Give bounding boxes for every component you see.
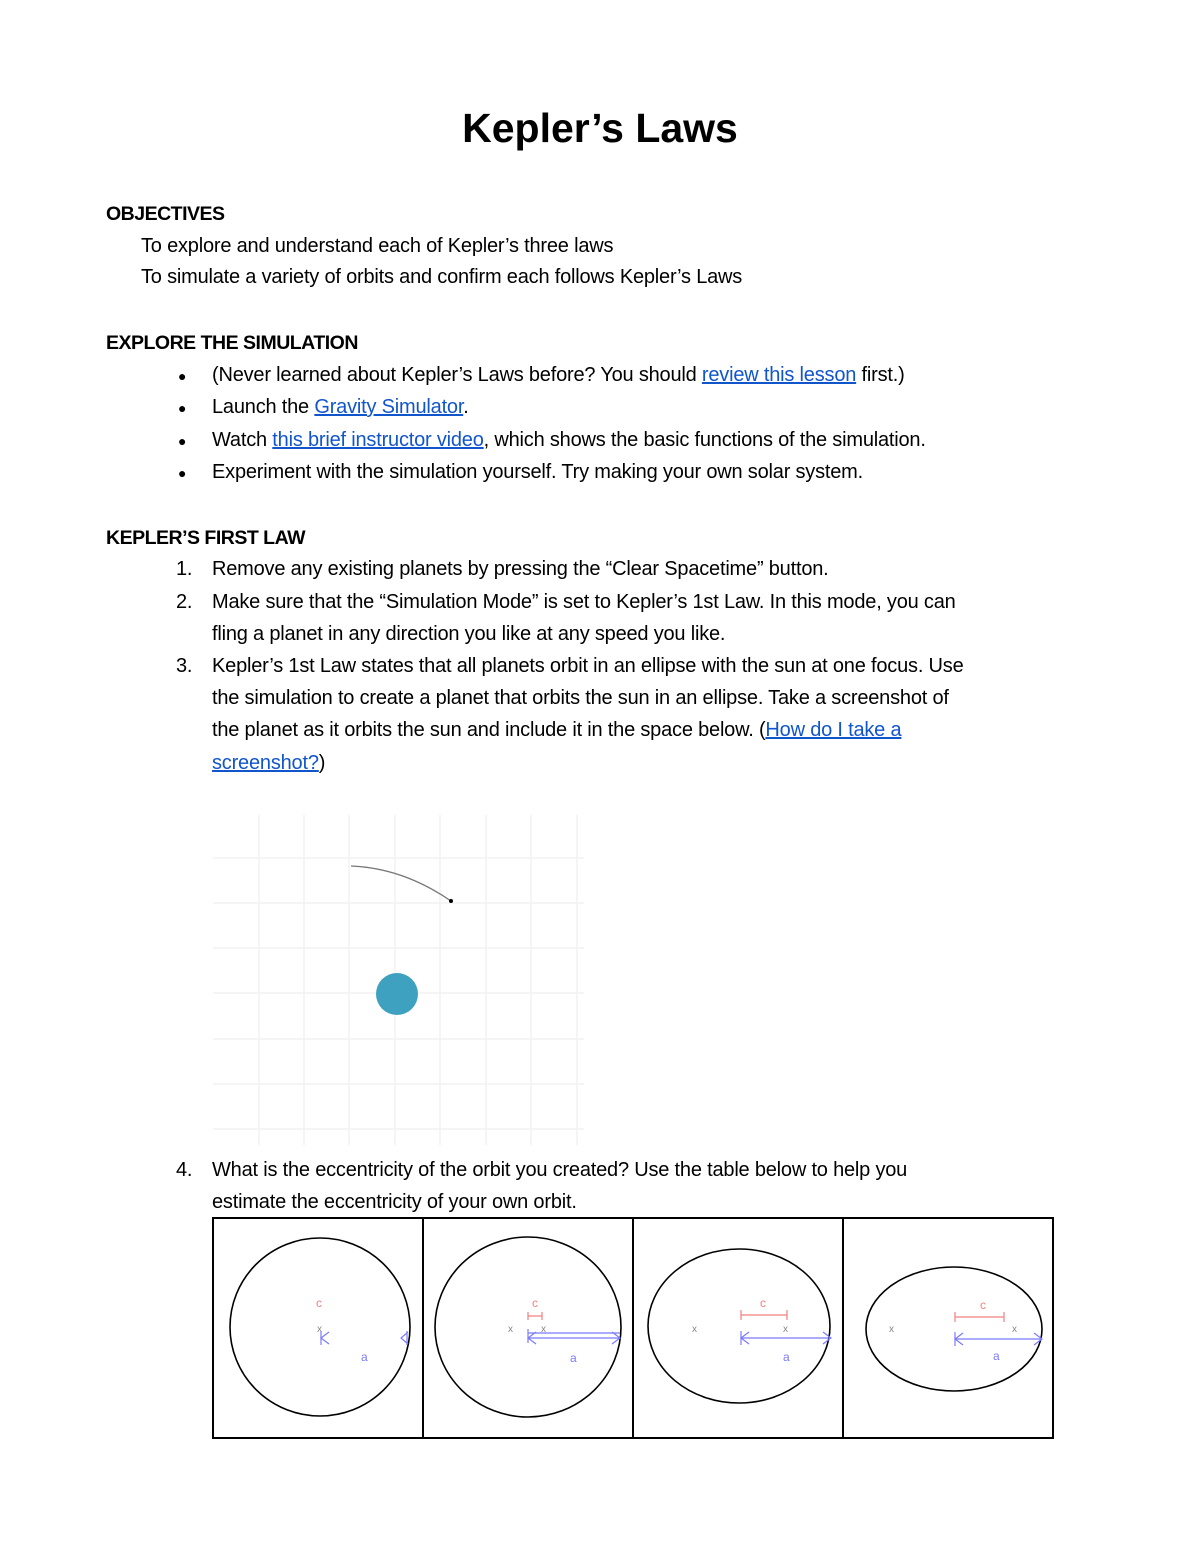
ellipse-cell	[633, 1218, 843, 1438]
text: (Never learned about Kepler’s Laws before? You should	[212, 364, 702, 386]
screenshot-help-link[interactable]: screenshot?	[212, 752, 319, 774]
text: )	[318, 752, 326, 774]
focus-mark: x	[508, 1324, 513, 1335]
bullet-item: Experiment with the simulation yourself. Try making your own solar system.	[212, 461, 864, 483]
step-text: Make sure that the “Simulation Mode” is set to Kepler’s 1st Law. In this mode, you can	[212, 591, 956, 613]
ellipse-diagram	[214, 1219, 422, 1437]
bullet-icon: ●	[178, 400, 187, 416]
bullet-item	[212, 429, 926, 452]
a-label: a	[993, 1349, 1000, 1363]
text: first.)	[856, 364, 905, 386]
objective-item: To explore and understand each of Kepler’s three laws	[141, 235, 614, 257]
a-label: a	[570, 1351, 577, 1365]
simulation-screenshot	[213, 815, 584, 1145]
step-text: fling a planet in any direction you like at any speed you like.	[212, 623, 726, 645]
step-number: 1.	[176, 558, 193, 580]
focus-mark: x	[783, 1324, 788, 1335]
step-text: the simulation to create a planet that orbits the sun in an ellipse. Take a screenshot of	[212, 687, 949, 709]
bullet-icon: ●	[178, 368, 187, 384]
bullet-icon: ●	[178, 465, 187, 481]
focus-mark: x	[692, 1324, 697, 1335]
c-label: c	[316, 1296, 322, 1310]
text: , which shows the basic functions of the simulation.	[483, 429, 926, 451]
text: the planet as it orbits the sun and include it in the space below. (	[212, 719, 766, 741]
step-text: What is the eccentricity of the orbit you created? Use the table below to help you	[212, 1159, 908, 1181]
sun	[376, 973, 418, 1015]
a-label: a	[783, 1350, 790, 1364]
ellipse-diagram	[424, 1219, 632, 1437]
text: Watch	[212, 429, 273, 451]
screenshot-help-link[interactable]: How do I take a	[765, 719, 902, 741]
instructor-video-link[interactable]: this brief instructor video	[272, 429, 484, 451]
focus-mark: x	[1012, 1324, 1017, 1335]
bullet-item	[212, 364, 905, 387]
ellipse-cell	[423, 1218, 633, 1438]
ellipse-cell	[843, 1218, 1053, 1438]
c-label: c	[980, 1298, 986, 1312]
orbit-trail	[351, 866, 451, 901]
focus-mark: x	[889, 1324, 894, 1335]
step-number: 4.	[176, 1159, 193, 1181]
objective-item: To simulate a variety of orbits and confirm each follows Kepler’s Laws	[141, 266, 743, 288]
step-text: estimate the eccentricity of your own orbit.	[212, 1191, 577, 1213]
first-law-heading: KEPLER’S FIRST LAW	[106, 527, 306, 549]
ellipse-diagram	[844, 1219, 1052, 1437]
c-label: c	[532, 1296, 538, 1310]
review-lesson-link[interactable]: review this lesson	[701, 364, 857, 386]
step-text: Remove any existing planets by pressing the “Clear Spacetime” button.	[212, 558, 829, 580]
page-title: Kepler’s Laws	[462, 105, 738, 151]
step-number: 3.	[176, 655, 193, 677]
step-text	[212, 752, 325, 775]
bullet-icon: ●	[178, 433, 187, 449]
explore-heading: EXPLORE THE SIMULATION	[106, 332, 358, 354]
focus-mark: x	[317, 1324, 322, 1335]
ellipse-diagram	[634, 1219, 842, 1437]
a-label: a	[361, 1350, 368, 1364]
text: Launch the	[212, 396, 315, 418]
bullet-item	[212, 396, 469, 419]
step-text: Kepler’s 1st Law states that all planets orbit in an ellipse with the sun at one focus. Use	[212, 655, 964, 677]
c-label: c	[760, 1296, 766, 1310]
ellipse-cell	[213, 1218, 423, 1438]
focus-mark: x	[541, 1324, 546, 1335]
gravity-simulator-link[interactable]: Gravity Simulator	[314, 396, 464, 418]
text: .	[463, 396, 469, 418]
step-number: 2.	[176, 591, 193, 613]
eccentricity-table	[212, 1217, 1054, 1439]
step-text	[212, 719, 901, 742]
planet	[449, 899, 453, 903]
objectives-heading: OBJECTIVES	[106, 203, 225, 225]
